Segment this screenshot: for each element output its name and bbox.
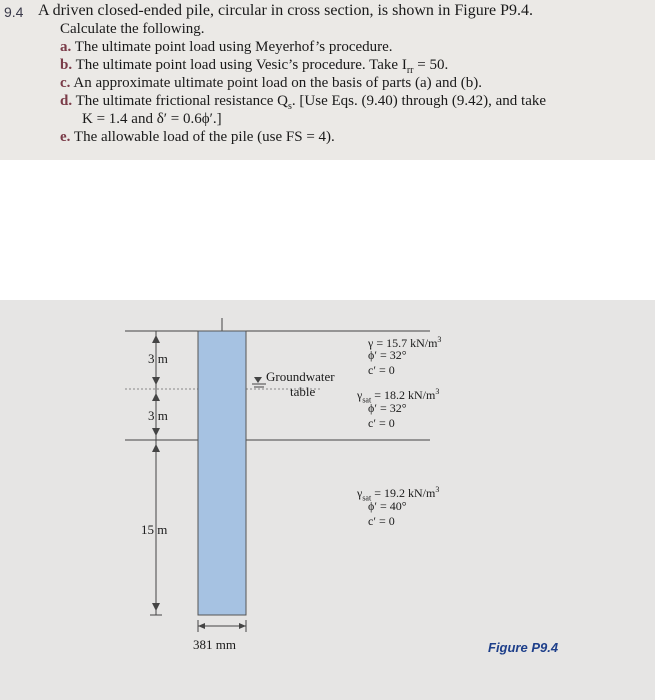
arrow-up-embed xyxy=(152,444,160,452)
dim-label-diameter: 381 mm xyxy=(193,637,236,652)
water-table-marker xyxy=(254,377,262,383)
dim-label-embed: 15 m xyxy=(141,522,168,537)
dia-arrow-left xyxy=(198,623,205,629)
layer3-cohesion: c′ = 0 xyxy=(368,514,395,528)
arrow-down-layer2 xyxy=(152,428,160,436)
part-d-text: The ultimate frictional resistance Q xyxy=(75,93,288,109)
dim-label-layer1: 3 m xyxy=(148,351,168,366)
layer3-unit-exp: 3 xyxy=(435,485,440,494)
layer2-unit-exp: 3 xyxy=(435,387,440,396)
problem-intro-line2: Calculate the following. xyxy=(60,21,205,37)
part-b-label: b. xyxy=(60,57,73,73)
layer1-gamma-symbol: γ xyxy=(368,336,374,350)
part-b-text: The ultimate point load using Vesic’s procedure. Take I xyxy=(75,57,407,73)
layer1-cohesion: c′ = 0 xyxy=(368,363,395,377)
part-b-sub: rr xyxy=(406,65,414,76)
part-c-text: An approximate ultimate point load on the basis of parts (a) and (b). xyxy=(73,75,482,91)
layer1-gamma-value: = 15.7 kN/m xyxy=(376,336,438,350)
layer3-gamma-sub: sat xyxy=(362,493,372,503)
arrow-down-layer1 xyxy=(152,377,160,385)
layer1-unit-exp: 3 xyxy=(437,335,442,344)
layer1-phi: ϕ′ = 32° xyxy=(368,348,407,362)
part-d-tail: . [Use Eqs. (9.40) through (9.42), and take xyxy=(291,93,547,109)
layer2-gamma-value: = 18.2 kN/m xyxy=(374,388,436,402)
part-d-sub: s xyxy=(288,101,292,112)
figure-caption: Figure P9.4 xyxy=(488,640,559,655)
part-a-label: a. xyxy=(60,39,72,55)
arrow-down-embed xyxy=(152,603,160,611)
problem-number: 9.4 xyxy=(4,4,24,20)
layer3-phi: ϕ′ = 40° xyxy=(368,499,407,513)
part-d-label: d. xyxy=(60,93,73,109)
layer2-gamma-sub: sat xyxy=(362,395,372,405)
dim-label-layer2: 3 m xyxy=(148,408,168,423)
arrow-up-layer2 xyxy=(152,393,160,401)
groundwater-label: Groundwater xyxy=(266,369,335,384)
groundwater-label-2: table xyxy=(290,384,316,399)
layer3-gamma-value: = 19.2 kN/m xyxy=(374,486,436,500)
arrow-up-layer1 xyxy=(152,335,160,343)
layer2-phi: ϕ′ = 32° xyxy=(368,401,407,415)
part-e-label: e. xyxy=(60,129,71,145)
dia-arrow-right xyxy=(239,623,246,629)
part-d-continuation: K = 1.4 and δ′ = 0.6ϕ′.] xyxy=(82,111,222,127)
part-a-text: The ultimate point load using Meyerhof’s procedure. xyxy=(74,39,393,55)
part-e-text: The allowable load of the pile (use FS = 4). xyxy=(73,129,335,145)
part-b-tail: = 50. xyxy=(413,57,449,73)
pile xyxy=(198,331,246,615)
layer2-cohesion: c′ = 0 xyxy=(368,416,395,430)
part-c-label: c. xyxy=(60,75,71,91)
problem-intro-line1: A driven closed-ended pile, circular in cross section, is shown in Figure P9.4. xyxy=(38,2,534,19)
layer3-gamma-symbol: γ xyxy=(357,486,363,500)
layer2-gamma-symbol: γ xyxy=(357,388,363,402)
